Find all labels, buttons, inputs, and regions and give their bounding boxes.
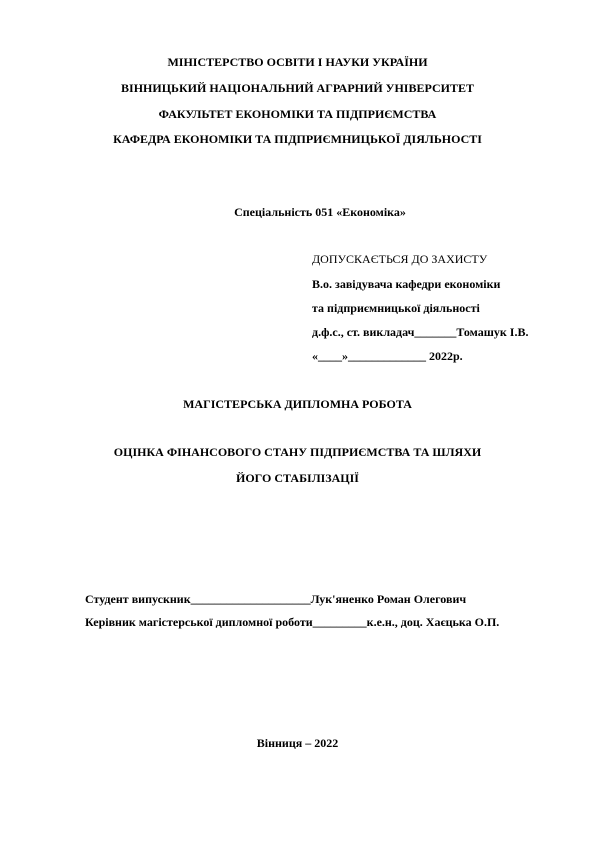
student-line: Студент випускник____________________Лук'яненко Роман Олегович bbox=[85, 592, 467, 606]
university-heading: ВІННИЦЬКИЙ НАЦІОНАЛЬНИЙ АГРАРНИЙ УНІВЕРСИТЕТ bbox=[121, 81, 474, 95]
thesis-title-line1: ОЦІНКА ФІНАНСОВОГО СТАНУ ПІДПРИЄМСТВА ТА ШЛЯХИ bbox=[113, 445, 482, 459]
ministry-heading: МІНІСТЕРСТВО ОСВІТИ І НАУКИ УКРАЇНИ bbox=[167, 55, 428, 69]
approval-heading: ДОПУСКАЄТЬСЯ ДО ЗАХИСТУ bbox=[312, 252, 488, 266]
approval-date-line: «____»_____________ 2022р. bbox=[312, 349, 463, 363]
faculty-heading: ФАКУЛЬТЕТ ЕКОНОМІКИ ТА ПІДПРИЄМСТВА bbox=[158, 107, 437, 121]
supervisor-line: Керівник магістерської дипломної роботи_________к.е.н., доц. Хаєцька О.П. bbox=[85, 615, 500, 629]
approval-role-line2: та підприємницької діяльності bbox=[312, 301, 480, 315]
thesis-title-line2: ЙОГО СТАБІЛІЗАЦІЇ bbox=[236, 471, 359, 485]
approval-role-line1: В.о. завідувача кафедри економіки bbox=[312, 277, 501, 291]
department-heading: КАФЕДРА ЕКОНОМІКИ ТА ПІДПРИЄМНИЦЬКОЇ ДІЯЛЬНОСТІ bbox=[113, 132, 482, 146]
work-type-heading: МАГІСТЕРСЬКА ДИПЛОМНА РОБОТА bbox=[183, 397, 412, 411]
approval-signature-line: д.ф.с., ст. викладач_______Томашук І.В. bbox=[312, 325, 529, 339]
specialty-line: Спеціальність 051 «Економіка» bbox=[234, 205, 406, 219]
city-year-footer: Вінниця – 2022 bbox=[256, 736, 339, 750]
